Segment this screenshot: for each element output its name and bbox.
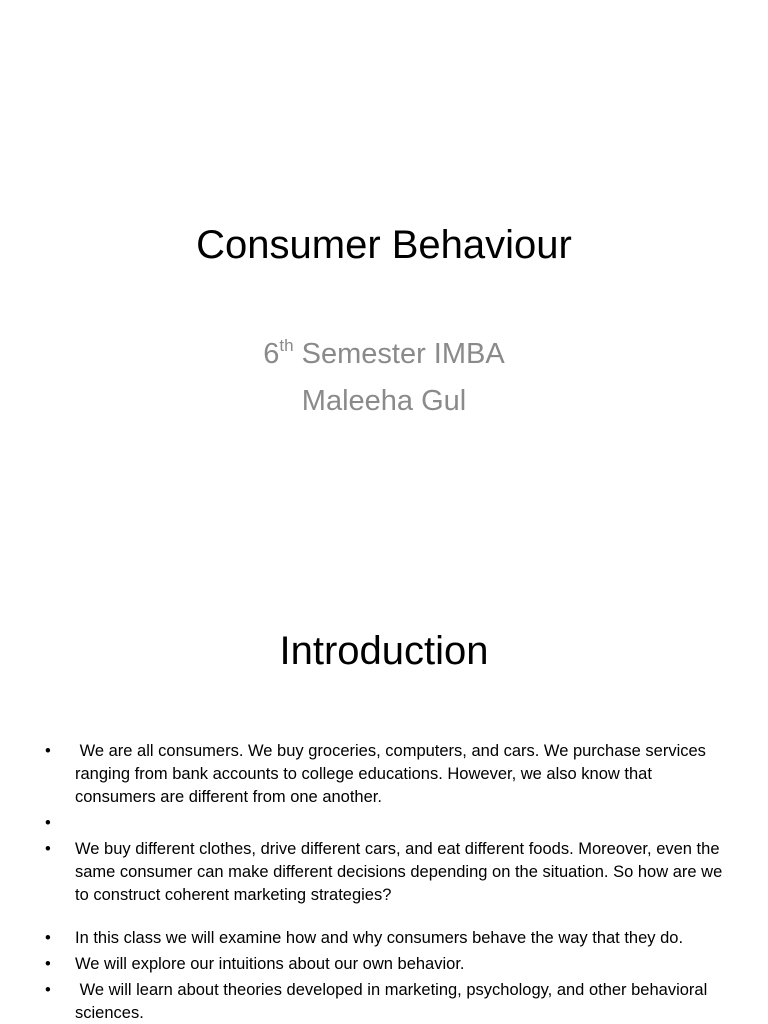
bullet-item: [0, 812, 768, 835]
bullet-item: [0, 740, 768, 809]
semester-text: Semester IMBA: [293, 338, 505, 370]
introduction-title: Introduction: [279, 629, 489, 673]
semester-number: 6: [263, 338, 280, 370]
bullet-item: [0, 979, 768, 1024]
ordinal-suffix: th: [279, 336, 294, 355]
bullet-list: [0, 740, 768, 1024]
bullet-marker: •: [45, 929, 51, 947]
bullet-text: We will explore our intuitions about our own behavior.: [75, 955, 465, 973]
bullet-item: [0, 927, 768, 950]
bullet-marker: •: [45, 955, 51, 973]
author-name: Maleeha Gul: [301, 385, 467, 417]
bullet-text: We will learn about theories developed in marketing, psychology, and other behavioral sciences.: [75, 981, 712, 1022]
bullet-text: In this class we will examine how and why consumers behave the way that they do.: [75, 929, 684, 947]
introduction-slide: [0, 576, 768, 1024]
presentation-title: Consumer Behaviour: [196, 223, 572, 267]
bullet-text: We are all consumers. We buy groceries, computers, and cars. We purchase services ranging from bank accounts to college educations. However, we also know that consumers are different from one another.: [75, 742, 711, 806]
bullet-item: [0, 953, 768, 976]
bullet-marker: •: [45, 981, 51, 999]
bullet-item: [0, 838, 768, 907]
bullet-marker: •: [45, 814, 51, 832]
bullet-marker: •: [45, 742, 51, 760]
bullet-marker: •: [45, 840, 51, 858]
bullet-text: We buy different clothes, drive different cars, and eat different foods. Moreover, even the same consumer can make different decisions depending on the situation. So how are we to construct coherent marketing strategies?: [75, 840, 723, 904]
semester-subtitle: [0, 336, 768, 372]
